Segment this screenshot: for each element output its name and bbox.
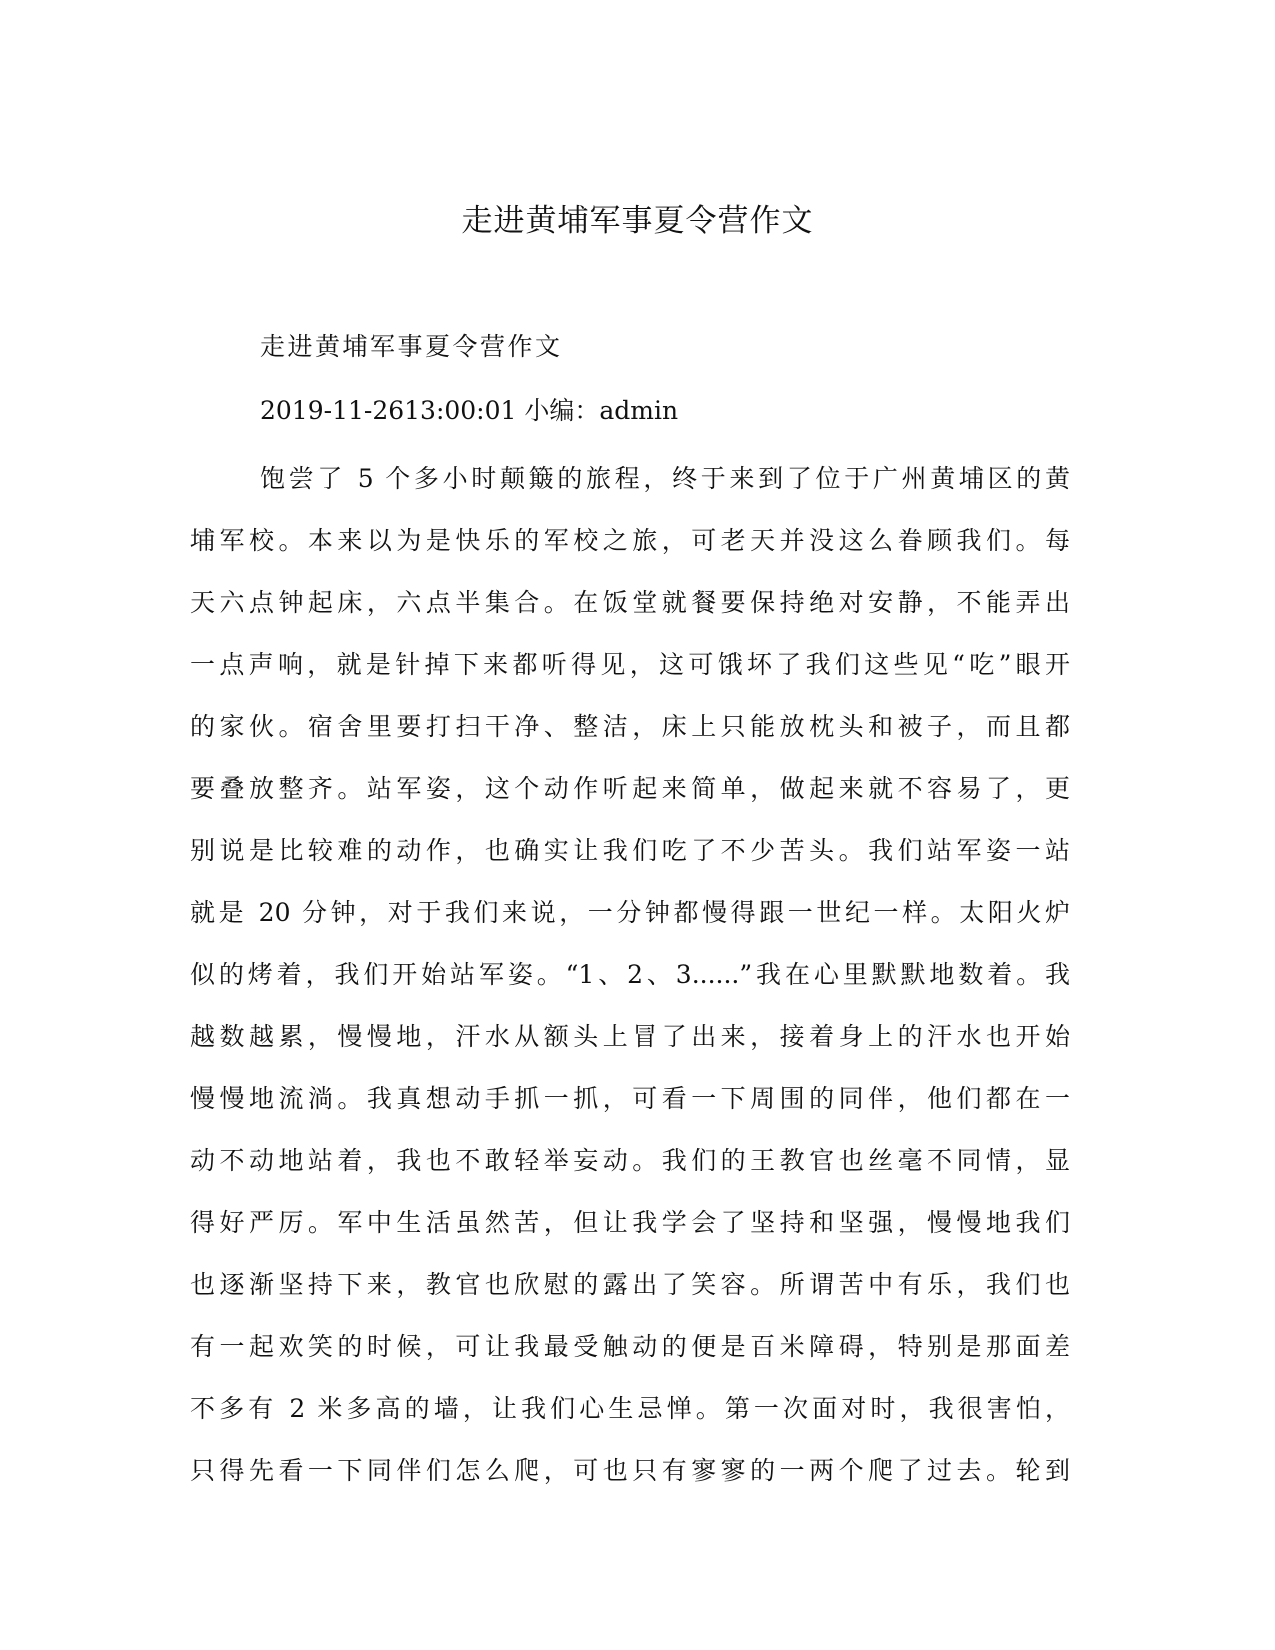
- body-line: 慢慢地流淌。我真想动手抓一抓，可看一下周围的同伴，他们都在一: [190, 1084, 1070, 1113]
- body-line: 埔军校。本来以为是快乐的军校之旅，可老天并没这么眷顾我们。每: [190, 526, 1070, 555]
- body-line: 也逐渐坚持下来，教官也欣慰的露出了笑容。所谓苦中有乐，我们也: [190, 1270, 1070, 1299]
- article-body: [190, 448, 1070, 1502]
- editor-name: admin: [599, 396, 679, 425]
- article-subtitle: 走进黄埔军事夏令营作文: [260, 332, 563, 361]
- body-line: 的家伙。宿舍里要打扫干净、整洁，床上只能放枕头和被子，而且都: [190, 712, 1070, 741]
- body-line: 动不动地站着，我也不敢轻举妄动。我们的王教官也丝毫不同情，显: [190, 1146, 1070, 1175]
- body-line: 一点声响，就是针掉下来都听得见，这可饿坏了我们这些见“吃”眼开: [190, 650, 1070, 679]
- body-line: 别说是比较难的动作，也确实让我们吃了不少苦头。我们站军姿一站: [190, 836, 1070, 865]
- publish-datetime: 2019-11-2613:00:01: [260, 396, 517, 425]
- article-meta: [260, 386, 678, 436]
- document-title: 走进黄埔军事夏令营作文: [461, 203, 814, 239]
- body-line: 要叠放整齐。站军姿，这个动作听起来简单，做起来就不容易了，更: [190, 774, 1070, 803]
- body-line: 只得先看一下同伴们怎么爬，可也只有寥寥的一两个爬了过去。轮到: [190, 1456, 1070, 1485]
- editor-label: 小编：: [516, 396, 600, 425]
- body-line: 越数越累，慢慢地，汗水从额头上冒了出来，接着身上的汗水也开始: [190, 1022, 1070, 1051]
- body-line: 不多有 2 米多高的墙，让我们心生忌惮。第一次面对时，我很害怕，: [190, 1394, 1070, 1423]
- body-line: 得好严厉。军中生活虽然苦，但让我学会了坚持和坚强，慢慢地我们: [190, 1208, 1070, 1237]
- body-line: 天六点钟起床，六点半集合。在饭堂就餐要保持绝对安静，不能弄出: [190, 588, 1070, 617]
- body-line: 有一起欢笑的时候，可让我最受触动的便是百米障碍，特别是那面差: [190, 1332, 1070, 1361]
- body-line: 就是 20 分钟，对于我们来说，一分钟都慢得跟一世纪一样。太阳火炉: [190, 898, 1070, 927]
- body-line: 饱尝了 5 个多小时颠簸的旅程，终于来到了位于广州黄埔区的黄: [260, 464, 1070, 493]
- body-line: 似的烤着，我们开始站军姿。“1、2、3......”我在心里默默地数着。我: [190, 960, 1070, 989]
